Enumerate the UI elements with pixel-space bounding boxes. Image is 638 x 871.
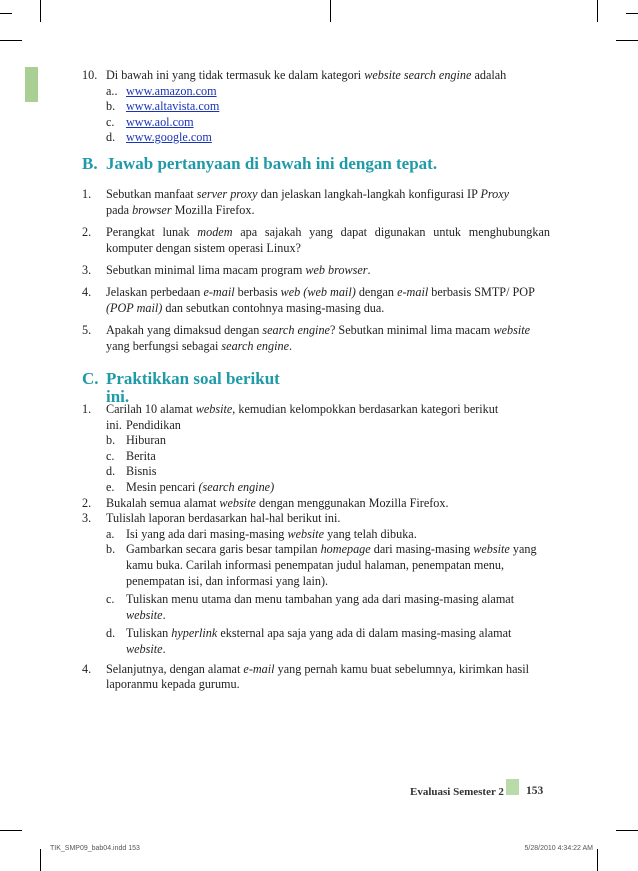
text-em: (POP mail) — [106, 301, 163, 315]
text: . — [162, 607, 166, 622]
text-em: modem — [197, 225, 233, 239]
text: Carilah 10 alamat — [106, 402, 196, 416]
text: . — [162, 641, 166, 656]
sub-item — [106, 592, 550, 623]
question-number: 3. — [82, 263, 92, 277]
option-d — [106, 130, 552, 146]
text-em: e-mail — [203, 285, 235, 299]
text-em: website — [287, 526, 325, 541]
slug-filename: TIK_SMP09_bab04.indd 153 — [50, 845, 140, 852]
side-accent-bar — [25, 67, 38, 102]
question-item — [82, 322, 550, 354]
footer-section-label: Evaluasi Semester 2 — [410, 786, 504, 798]
sub-letter: a. — [106, 526, 115, 541]
text: Isi yang ada dari masing-masing — [126, 526, 288, 541]
sub-item — [106, 464, 550, 480]
text: adalah — [471, 68, 507, 82]
text: dari masing-masing — [370, 542, 474, 557]
crop-mark — [40, 849, 41, 871]
text-em: website search engine — [364, 68, 472, 82]
question-item — [82, 284, 550, 316]
crop-mark — [597, 0, 598, 22]
option-letter: d. — [106, 130, 116, 144]
question-number: 3. — [82, 511, 92, 526]
text: Tuliskan — [126, 626, 172, 641]
text: yang telah dibuka. — [324, 526, 417, 541]
question-10 — [82, 68, 552, 146]
text: Perangkat lunak — [106, 225, 198, 239]
sub-item — [106, 626, 550, 657]
question-number: 10. — [82, 68, 98, 82]
section-b-questions — [82, 186, 550, 354]
text-em: website — [126, 641, 163, 656]
text-em: (search engine) — [198, 479, 275, 494]
crop-mark — [616, 40, 638, 41]
text: Gambarkan secara garis besar tampilan — [126, 542, 321, 557]
text: yang kamu buka. Carilah informasi penempatan judul halaman, penempatan menu, penempatan isi, dan informasi yang lain). — [126, 542, 537, 588]
section-b-heading — [82, 155, 437, 173]
text: apa sajakah yang dapat digunakan untuk menghubungkan komputer dengan sistem operasi Linux? — [106, 225, 550, 255]
question-number: 2. — [82, 225, 92, 239]
text: yang pernah kamu buat sebelumnya, kirimkan hasil laporanmu kepada gurumu. — [106, 661, 530, 692]
text: ? Sebutkan minimal lima macam — [329, 323, 494, 337]
sub-letter: b. — [106, 542, 116, 557]
sub-item — [106, 449, 550, 465]
question-item — [82, 662, 550, 693]
sub-text: Pendidikan — [126, 417, 181, 432]
text: dan sebutkan contohnya masing-masing dua. — [162, 301, 385, 315]
crop-mark — [616, 830, 638, 831]
section-title: Jawab pertanyaan di bawah ini dengan tepat. — [106, 154, 438, 173]
question-stem — [106, 68, 552, 84]
text: . — [367, 263, 371, 277]
sub-text: Hiburan — [126, 433, 166, 448]
text-em: homepage — [320, 542, 371, 557]
text-em: server proxy — [196, 187, 258, 201]
text: Mozilla Firefox. — [171, 203, 255, 217]
text-em: website — [126, 607, 163, 622]
text: pada — [106, 203, 133, 217]
question-number: 1. — [82, 402, 92, 416]
sub-letter: c. — [106, 448, 115, 463]
option-letter: a.. — [106, 83, 118, 98]
page-number: 153 — [526, 785, 544, 797]
section-c-questions — [82, 402, 550, 693]
sub-letter: d. — [106, 464, 116, 479]
text-em: website — [473, 542, 510, 557]
question-item — [82, 402, 550, 496]
text: Tuliskan menu utama dan menu tambahan yang ada dari masing-masing alamat — [126, 592, 515, 607]
sub-letter: e. — [106, 479, 115, 494]
footer-accent-box — [506, 779, 519, 795]
text-em: website — [195, 402, 233, 416]
text: Jelaskan perbedaan — [106, 285, 204, 299]
sub-item — [106, 433, 550, 449]
text: dengan — [355, 285, 398, 299]
question-number: 5. — [82, 323, 92, 337]
text: yang berfungsi sebagai — [106, 339, 222, 353]
crop-mark — [330, 0, 331, 22]
text: eksternal apa saja yang ada di dalam masing-masing alamat — [217, 626, 512, 641]
question-item — [82, 496, 550, 512]
question-item — [82, 224, 550, 256]
option-c — [106, 115, 552, 131]
text-em: e-mail — [397, 285, 429, 299]
slug-timestamp: 5/28/2010 4:34:22 AM — [524, 845, 593, 852]
crop-mark — [597, 849, 598, 871]
sub-text: Bisnis — [126, 464, 157, 479]
text-em: Proxy — [480, 187, 510, 201]
section-letter: B. — [82, 154, 98, 173]
option-letter: b. — [106, 99, 116, 113]
option-a — [106, 84, 552, 100]
question-number: 1. — [82, 187, 92, 201]
option-letter: c. — [106, 114, 115, 129]
crop-mark — [626, 13, 638, 14]
section-title: Praktikkan soal berikut — [106, 369, 280, 388]
section-letter: C. — [82, 369, 99, 388]
crop-mark — [0, 830, 22, 831]
crop-mark — [40, 0, 41, 22]
text-em: search engine — [221, 339, 289, 353]
option-link[interactable]: www.amazon.com — [126, 83, 217, 98]
text: Sebutkan manfaat — [106, 187, 197, 201]
text-em: search engine — [262, 323, 330, 337]
sub-item — [106, 418, 550, 434]
text: Di bawah ini yang tidak termasuk ke dalam kategori — [106, 68, 365, 82]
sub-item — [106, 527, 550, 543]
text-em: website — [493, 323, 530, 337]
text-em: browser — [132, 203, 172, 217]
text: berbasis SMTP/ POP — [428, 285, 535, 299]
question-item — [82, 186, 550, 218]
text-em: web (web mail) — [280, 285, 356, 299]
question-number: 4. — [82, 285, 92, 299]
question-item — [82, 511, 550, 657]
option-b — [106, 99, 552, 115]
text: Selanjutnya, dengan alamat — [106, 661, 244, 676]
text: dan jelaskan langkah-langkah konfigurasi IP — [257, 187, 481, 201]
text: , kemudian kelompokkan berdasarkan kategori berikut — [232, 402, 499, 416]
sub-text: Mesin pencari — [126, 479, 199, 494]
crop-mark — [0, 40, 22, 41]
sub-item — [106, 480, 550, 496]
option-link[interactable]: www.aol.com — [126, 114, 194, 129]
option-link[interactable]: www.altavista.com — [126, 99, 220, 113]
option-link[interactable]: www.google.com — [126, 130, 212, 144]
text-em: hyperlink — [171, 626, 218, 641]
text-em: website — [219, 495, 256, 510]
sub-letter: d. — [106, 626, 116, 641]
sub-letter: c. — [106, 592, 115, 607]
text-em: e-mail — [243, 661, 275, 676]
text: berbasis — [234, 285, 281, 299]
sub-letter: ini. — [106, 417, 122, 432]
section-title: ini. — [106, 387, 130, 406]
crop-mark — [0, 13, 12, 14]
sub-letter: b. — [106, 433, 116, 448]
text: Apakah yang dimaksud dengan — [106, 323, 263, 337]
sub-text: Berita — [126, 448, 156, 463]
question-number: 2. — [82, 495, 92, 510]
section-c-heading — [82, 370, 280, 406]
text: Sebutkan minimal lima macam program — [106, 263, 306, 277]
text: Tulislah laporan berdasarkan hal-hal berikut ini. — [106, 511, 341, 526]
text: Bukalah semua alamat — [106, 495, 220, 510]
question-item — [82, 262, 550, 278]
text-em: web browser — [305, 263, 368, 277]
sub-item — [106, 542, 550, 589]
question-number: 4. — [82, 661, 92, 676]
text: . — [289, 339, 293, 353]
text: dengan menggunakan Mozilla Firefox. — [255, 495, 449, 510]
